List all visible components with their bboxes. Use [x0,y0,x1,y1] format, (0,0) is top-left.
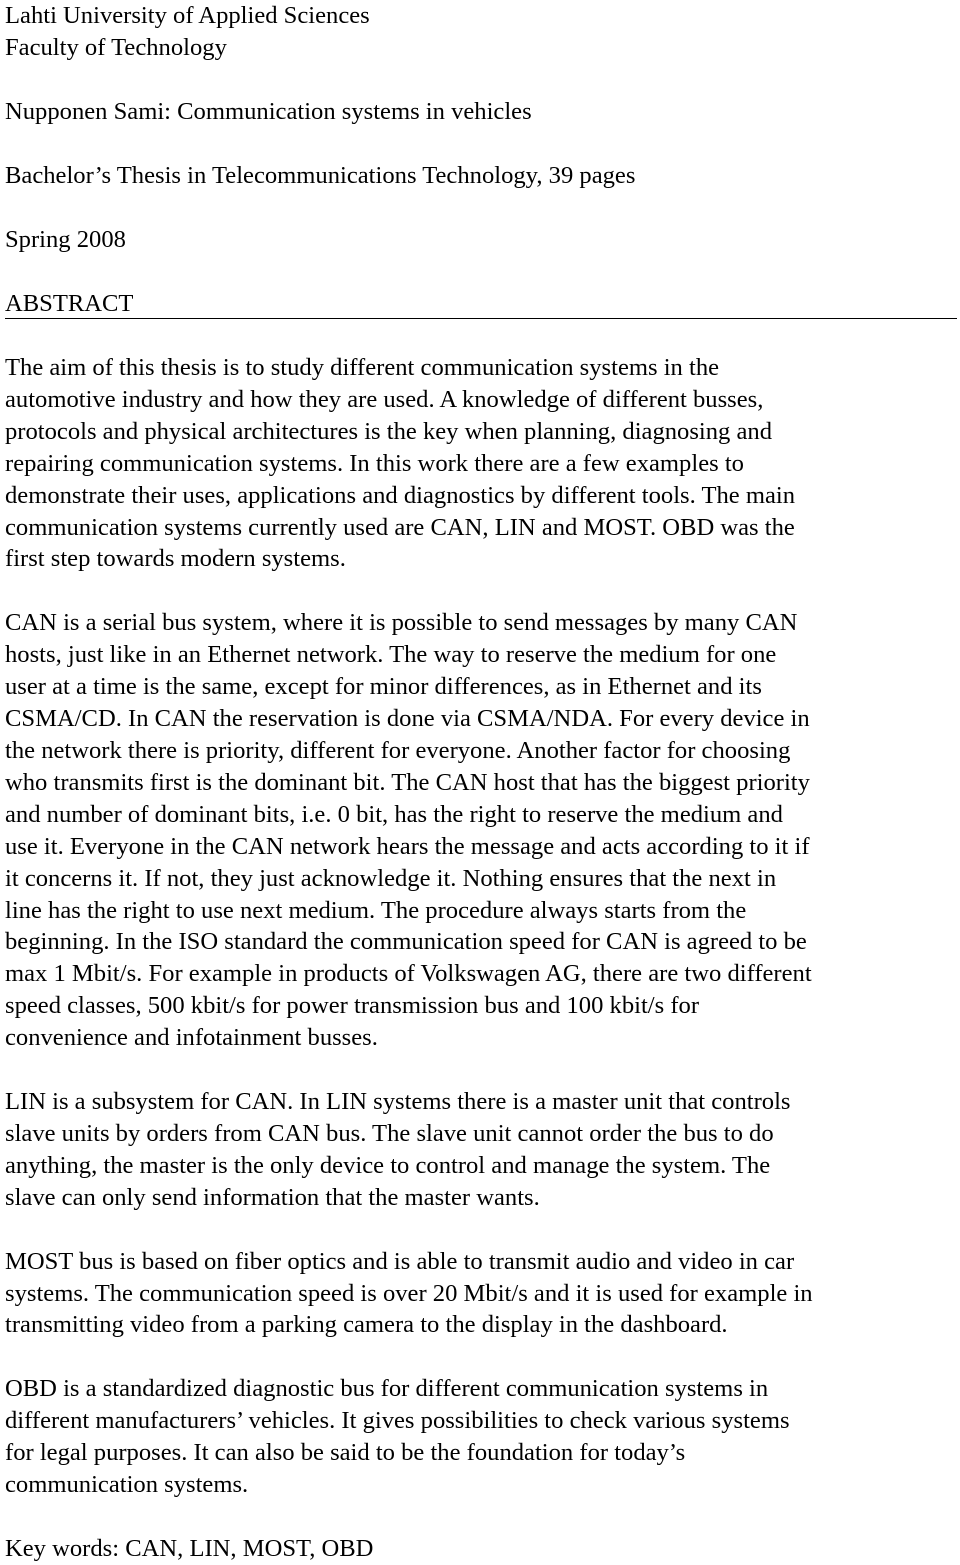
spacer [5,1054,957,1086]
text-line: max 1 Mbit/s. For example in products of Volkswagen AG, there are two different [5,960,812,988]
author-and-title: Nupponen Sami: Communication systems in vehicles [5,98,532,125]
spacer [5,320,957,352]
text-line: speed classes, 500 kbit/s for power transmission bus and 100 kbit/s for [5,992,700,1020]
spacer [5,575,957,607]
spacer [5,1501,957,1533]
text-line: MOST bus is based on fiber optics and is able to transmit audio and video in car [5,1247,795,1275]
text-line: communication systems. [5,1471,249,1499]
spacer [5,1341,957,1373]
spacer [5,128,957,160]
text-line: the network there is priority, different for everyone. Another factor for choosing [5,736,791,764]
text-line: anything, the master is the only device to control and manage the system. The [5,1151,771,1179]
text-line: who transmits first is the dominant bit. The CAN host that has the biggest priority [5,768,810,796]
university-name: Lahti University of Applied Sciences [5,2,370,29]
text-line: systems. The communication speed is over 20 Mbit/s and it is used for example in [5,1279,813,1307]
text-line: LIN is a subsystem for CAN. In LIN systems there is a master unit that controls [5,1088,791,1116]
spacer [5,64,957,96]
term: Spring 2008 [5,226,126,253]
text-line: CSMA/CD. In CAN the reservation is done via CSMA/NDA. For every device in [5,705,810,733]
text-line: beginning. In the ISO standard the communication speed for CAN is agreed to be [5,928,807,956]
paragraph-most [5,1246,957,1342]
text-line: CAN is a serial bus system, where it is possible to send messages by many CAN [5,609,798,637]
document-page [5,0,957,1565]
text-line: slave units by orders from CAN bus. The slave unit cannot order the bus to do [5,1119,774,1147]
spacer [5,256,957,288]
text-line: line has the right to use next medium. The procedure always starts from the [5,896,747,924]
paragraph-intro [5,352,957,575]
text-line: protocols and physical architectures is the key when planning, diagnosing and [5,417,772,445]
faculty-name: Faculty of Technology [5,34,227,61]
text-line: different manufacturers’ vehicles. It gives possibilities to check various systems [5,1407,790,1435]
text-line: communication systems currently used are CAN, LIN and MOST. OBD was the [5,513,795,541]
text-line: The aim of this thesis is to study different communication systems in the [5,354,720,381]
text-line: and number of dominant bits, i.e. 0 bit, has the right to reserve the medium and [5,800,783,828]
text-line: first step towards modern systems. [5,545,346,573]
text-line: OBD is a standardized diagnostic bus for different communication systems in [5,1375,769,1403]
text-line: repairing communication systems. In this work there are a few examples to [5,449,744,477]
text-line: slave can only send information that the master wants. [5,1183,540,1211]
text-line: it concerns it. If not, they just acknowledge it. Nothing ensures that the next in [5,864,777,892]
abstract-heading: ABSTRACT [5,290,134,317]
paragraph-lin [5,1086,957,1214]
keywords: Key words: CAN, LIN, MOST, OBD [5,1535,374,1562]
spacer [5,1214,957,1246]
text-line: hosts, just like in an Ethernet network. The way to reserve the medium for one [5,641,777,669]
paragraph-obd [5,1373,957,1501]
text-line: for legal purposes. It can also be said to be the foundation for today’s [5,1439,686,1467]
abstract-heading-row [5,288,957,320]
text-line: demonstrate their uses, applications and diagnostics by different tools. The main [5,481,796,509]
text-line: user at a time is the same, except for minor differences, as in Ethernet and its [5,673,762,701]
text-line: transmitting video from a parking camera to the display in the dashboard. [5,1311,728,1339]
spacer [5,192,957,224]
text-line: automotive industry and how they are used. A knowledge of different busses, [5,385,764,413]
paragraph-can [5,607,957,1054]
text-line: convenience and infotainment busses. [5,1024,378,1052]
text-line: use it. Everyone in the CAN network hears the message and acts according to it if [5,832,810,860]
abstract-underline [5,318,957,319]
degree-info: Bachelor’s Thesis in Telecommunications Technology, 39 pages [5,162,636,189]
